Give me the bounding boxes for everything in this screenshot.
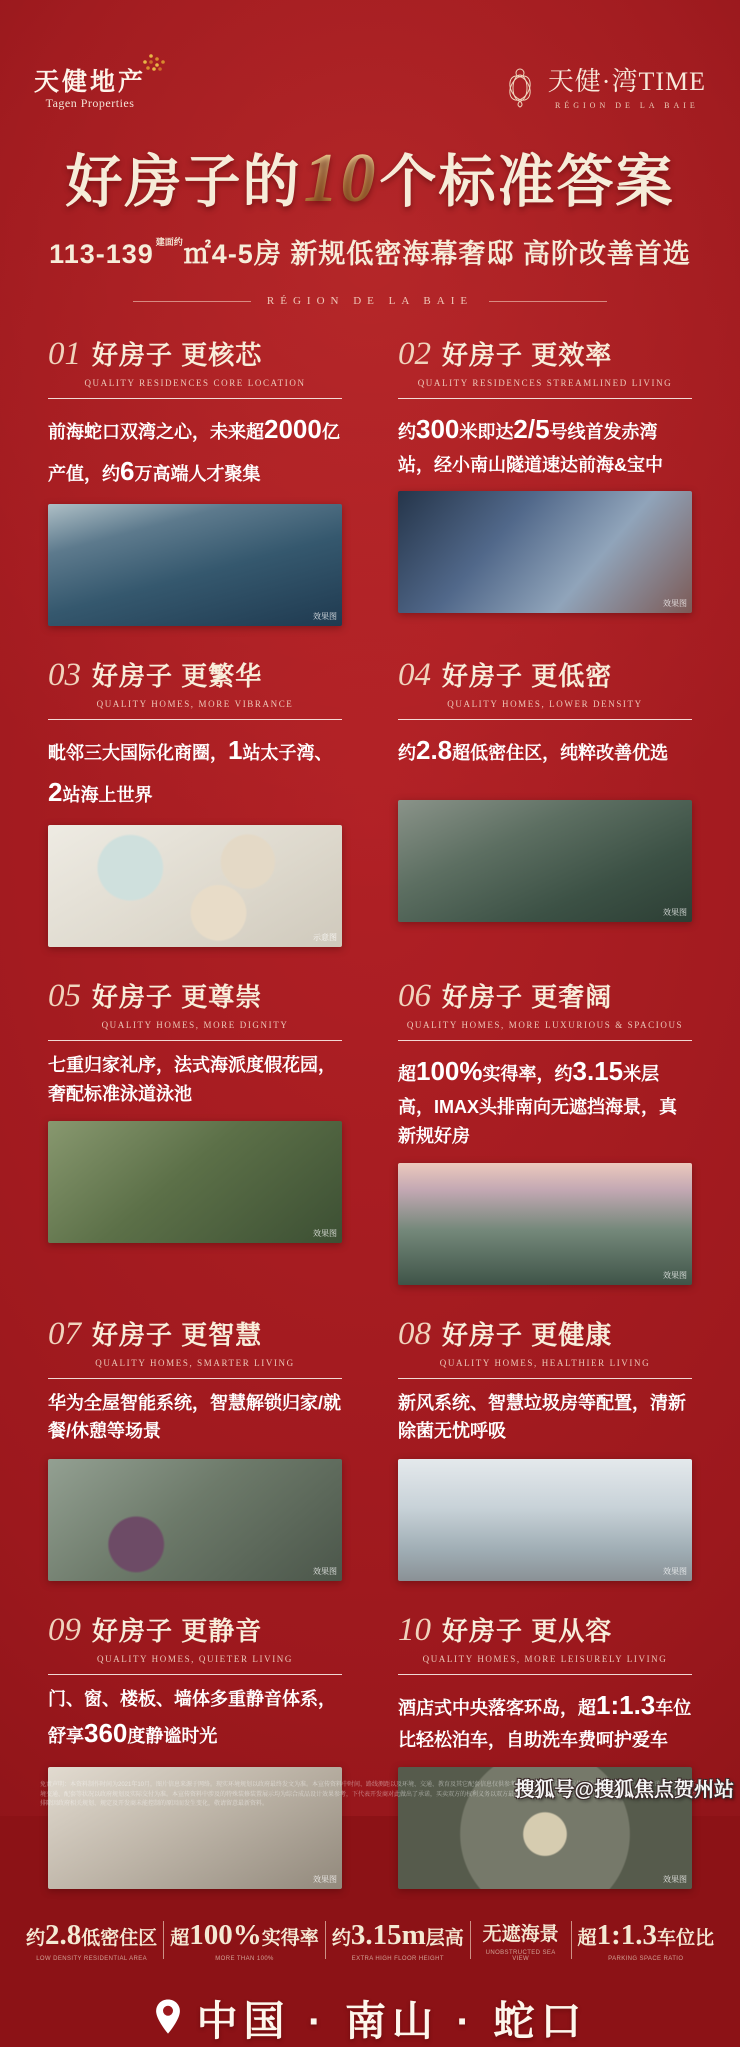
stat-caption-en: LOW DENSITY RESIDENTIAL AREA: [36, 1955, 148, 1962]
section-subtitle-en: QUALITY RESIDENCES STREAMLINED LIVING: [417, 378, 673, 388]
gold-dots-icon: [134, 53, 168, 77]
lotus-emblem-icon: [500, 64, 540, 108]
stat-divider: [163, 1921, 164, 1959]
logo-en-text: Tagen Properties: [45, 96, 135, 111]
rule-line: [48, 719, 342, 720]
stat-item-ceiling-height: [332, 1919, 464, 1962]
section-header: [398, 977, 692, 1015]
rule-line: [398, 1674, 692, 1675]
render-label: 效果图: [663, 908, 687, 918]
location-pin-icon: [153, 1998, 183, 2036]
section-body: 毗邻三大国际化商圈，1站太子湾、2站海上世界: [48, 735, 333, 807]
section-header: [48, 656, 342, 694]
section-title: 好房子 更从容: [442, 1615, 613, 1646]
disclaimer: 免责声明：本资料制作时间为2021年10月，图片信息来源于网络。现实环境规划以政府最终发文为准。本宣传资料中时间、路线测距以及环境、交通、教育及其它配套信息仅供参考，不属销售承诺，不属体转载本公司资讯均出自了承诺。商家以应环境交通、配套等状况以政府规划及实际交付为准。本宣传资料中涉及的特殊装修装置展示均为综合成品设计效果参考，下代表开发商对此做出了承诺，买卖双方的权利义务以双方最终签署的《深圳市房地产买卖合同（预售）》为准。本资料相关内容不排除因政府相关规划、规定及开发商未能控制的原因而发生变化，敬请留意最新资料。: [40, 1782, 698, 1808]
section-card-09: [48, 1611, 342, 1889]
rule-line: [398, 1040, 692, 1041]
stat-divider: [325, 1921, 326, 1959]
section-subtitle-en: QUALITY HOMES, MORE VIBRANCE: [96, 699, 294, 710]
stat-value: 约2.8低密住区: [26, 1918, 158, 1951]
section-number: 04: [398, 657, 431, 694]
logo-cn-text: 天健地产: [34, 68, 147, 97]
stat-value: 超100%实得率: [170, 1918, 319, 1951]
rule-line: [48, 1674, 342, 1675]
section-body: 超100%实得率，约3.15米层高，IMAX头排南向无遮挡海景，真新规好房: [398, 1056, 677, 1146]
section-header: [398, 1315, 692, 1353]
stat-value: 无遮海景: [482, 1923, 559, 1945]
section-title: 好房子 更低密: [442, 661, 613, 692]
section-number: 08: [398, 1315, 431, 1352]
main-title: 好房子的10个标准答案: [65, 140, 675, 217]
section-subtitle-en: QUALITY HOMES, LOWER DENSITY: [447, 699, 643, 710]
section-card-07: [48, 1315, 342, 1581]
rule-line: [48, 398, 342, 399]
logo-en-text: RÉGION DE LA BAIE: [555, 101, 699, 110]
rule-line: [398, 398, 692, 399]
section-number: 03: [48, 657, 81, 694]
stat-item-density: [26, 1919, 157, 1962]
section-subtitle-en: QUALITY HOMES, QUIETER LIVING: [96, 1653, 294, 1664]
section-title: 好房子 更静音: [92, 1615, 263, 1646]
subtitle: 113-139 $^{建面约}$㎡4-5房 新规低密海幕奢邸 高阶改善首选: [49, 237, 691, 269]
section-title: 好房子 更奢阔: [442, 982, 613, 1013]
section-number: 07: [48, 1315, 81, 1352]
section-card-08: [398, 1315, 692, 1581]
section-number: 02: [398, 336, 431, 372]
section-card-02: [398, 335, 692, 626]
section-title: 好房子 更健康: [442, 1319, 613, 1350]
section-header: [398, 656, 692, 694]
section-image-bedroom-seaview: [398, 1459, 692, 1581]
rule-line: [48, 1040, 342, 1041]
section-body: 七重归家礼序，法式海派度假花园，奢配标准泳道泳池: [48, 1055, 336, 1105]
section-body: 门、窗、楼板、墙体多重静音体系，舒享360度静谧时光: [48, 1688, 336, 1749]
section-header: [48, 977, 342, 1015]
section-image-garden: [48, 1121, 342, 1243]
render-label: 效果图: [663, 1874, 687, 1884]
section-card-03: [48, 656, 342, 947]
section-image-towers-dusk: [398, 1163, 692, 1285]
section-image-aerial-towers: [398, 800, 692, 922]
section-card-01: [48, 335, 342, 626]
section-number: 06: [398, 978, 431, 1015]
section-body: 新风系统、智慧垃圾房等配置，清新除菌无忧呼吸: [398, 1392, 686, 1442]
render-label: 效果图: [313, 1566, 337, 1576]
section-number: 10: [398, 1611, 431, 1648]
stats-bar: [0, 1919, 740, 1962]
stat-divider: [470, 1921, 471, 1959]
section-subtitle-en: QUALITY RESIDENCES CORE LOCATION: [84, 378, 306, 388]
section-divider: [0, 295, 740, 307]
rule-line: [48, 1378, 342, 1379]
section-image-metro-station: [398, 491, 692, 613]
sections-grid: [0, 307, 740, 1889]
bay-time-logo: [500, 61, 706, 110]
section-card-06: [398, 977, 692, 1284]
stat-value: 约3.15m层高: [331, 1918, 464, 1951]
rule-line: [398, 1378, 692, 1379]
section-subtitle-en: QUALITY HOMES, SMARTER LIVING: [95, 1357, 295, 1368]
stat-caption-en: PARKING SPACE RATIO: [608, 1955, 684, 1962]
hero: [0, 136, 740, 307]
rule-line: [398, 719, 692, 720]
stat-divider: [571, 1921, 572, 1959]
section-subtitle-en: QUALITY HOMES, MORE LEISURELY LIVING: [422, 1653, 668, 1664]
divider-line: [133, 301, 251, 302]
section-body: 酒店式中央落客环岛，超1:1.3车位比轻松泊车，自助洗车费呵护爱车: [398, 1689, 692, 1751]
stat-item-parking: [578, 1919, 714, 1962]
divider-text: RÉGION DE LA BAIE: [266, 295, 474, 307]
section-subtitle-en: QUALITY HOMES, HEALTHIER LIVING: [439, 1357, 651, 1368]
section-header: [398, 335, 692, 373]
section-number: 09: [48, 1611, 81, 1648]
stat-caption-en: UNOBSTRUCTED SEA VIEW: [485, 1949, 556, 1962]
render-label: 效果图: [663, 1566, 687, 1576]
stat-item-seaview: [477, 1919, 565, 1962]
section-image-location-map: [48, 825, 342, 947]
render-label: 效果图: [313, 1229, 337, 1239]
section-number: 05: [48, 978, 81, 1015]
section-title: 好房子 更效率: [442, 340, 613, 370]
tagen-properties-logo: [34, 69, 146, 110]
logo-cn-text: 天健·湾TIME: [547, 67, 706, 96]
render-label: 效果图: [313, 1874, 337, 1884]
section-subtitle-en: QUALITY HOMES, MORE LUXURIOUS & SPACIOUS: [406, 1020, 684, 1031]
stat-caption-en: MORE THAN 100%: [215, 1955, 274, 1962]
section-body: 华为全屋智能系统，智慧解锁归家/就餐/休憩等场景: [48, 1392, 341, 1442]
section-body: 约300米即达2/5号线首发赤湾站，经小南山隧道速达前海&宝中: [398, 414, 663, 475]
location-banner: [0, 1988, 740, 2047]
stat-caption-en: EXTRA HIGH FLOOR HEIGHT: [351, 1955, 444, 1962]
render-label: 效果图: [663, 1270, 687, 1280]
location-text: 中国 · 南山 · 蛇口: [196, 1997, 588, 2044]
stat-value: 超1:1.3车位比: [577, 1918, 714, 1951]
section-title: 好房子 更繁华: [92, 661, 263, 692]
section-image-aerial-bay: [48, 504, 342, 626]
render-label: 示意图: [313, 933, 337, 943]
section-title: 好房子 更智慧: [92, 1319, 263, 1350]
section-body: 前海蛇口双湾之心，未来超2000亿产值，约6万高端人才聚集: [48, 414, 340, 486]
divider-line: [489, 301, 607, 302]
section-card-04: [398, 656, 692, 947]
section-card-05: [48, 977, 342, 1284]
section-header: [398, 1611, 692, 1649]
render-label: 效果图: [663, 599, 687, 609]
section-header: [48, 1611, 342, 1649]
section-subtitle-en: QUALITY HOMES, MORE DIGNITY: [101, 1020, 289, 1031]
section-title: 好房子 更核芯: [92, 340, 263, 370]
section-card-10: [398, 1611, 692, 1889]
section-body: 约2.8超低密住区，纯粹改善优选: [398, 735, 669, 766]
section-header: [48, 335, 342, 373]
watermark: 搜狐号@搜狐焦点贺州站: [514, 1779, 734, 1801]
render-label: 效果图: [313, 612, 337, 622]
stat-item-efficiency: [170, 1919, 319, 1962]
section-title: 好房子 更尊崇: [92, 982, 263, 1013]
section-image-living-room: [48, 1459, 342, 1581]
header: [0, 0, 740, 110]
section-number: 01: [48, 336, 81, 372]
section-header: [48, 1315, 342, 1353]
